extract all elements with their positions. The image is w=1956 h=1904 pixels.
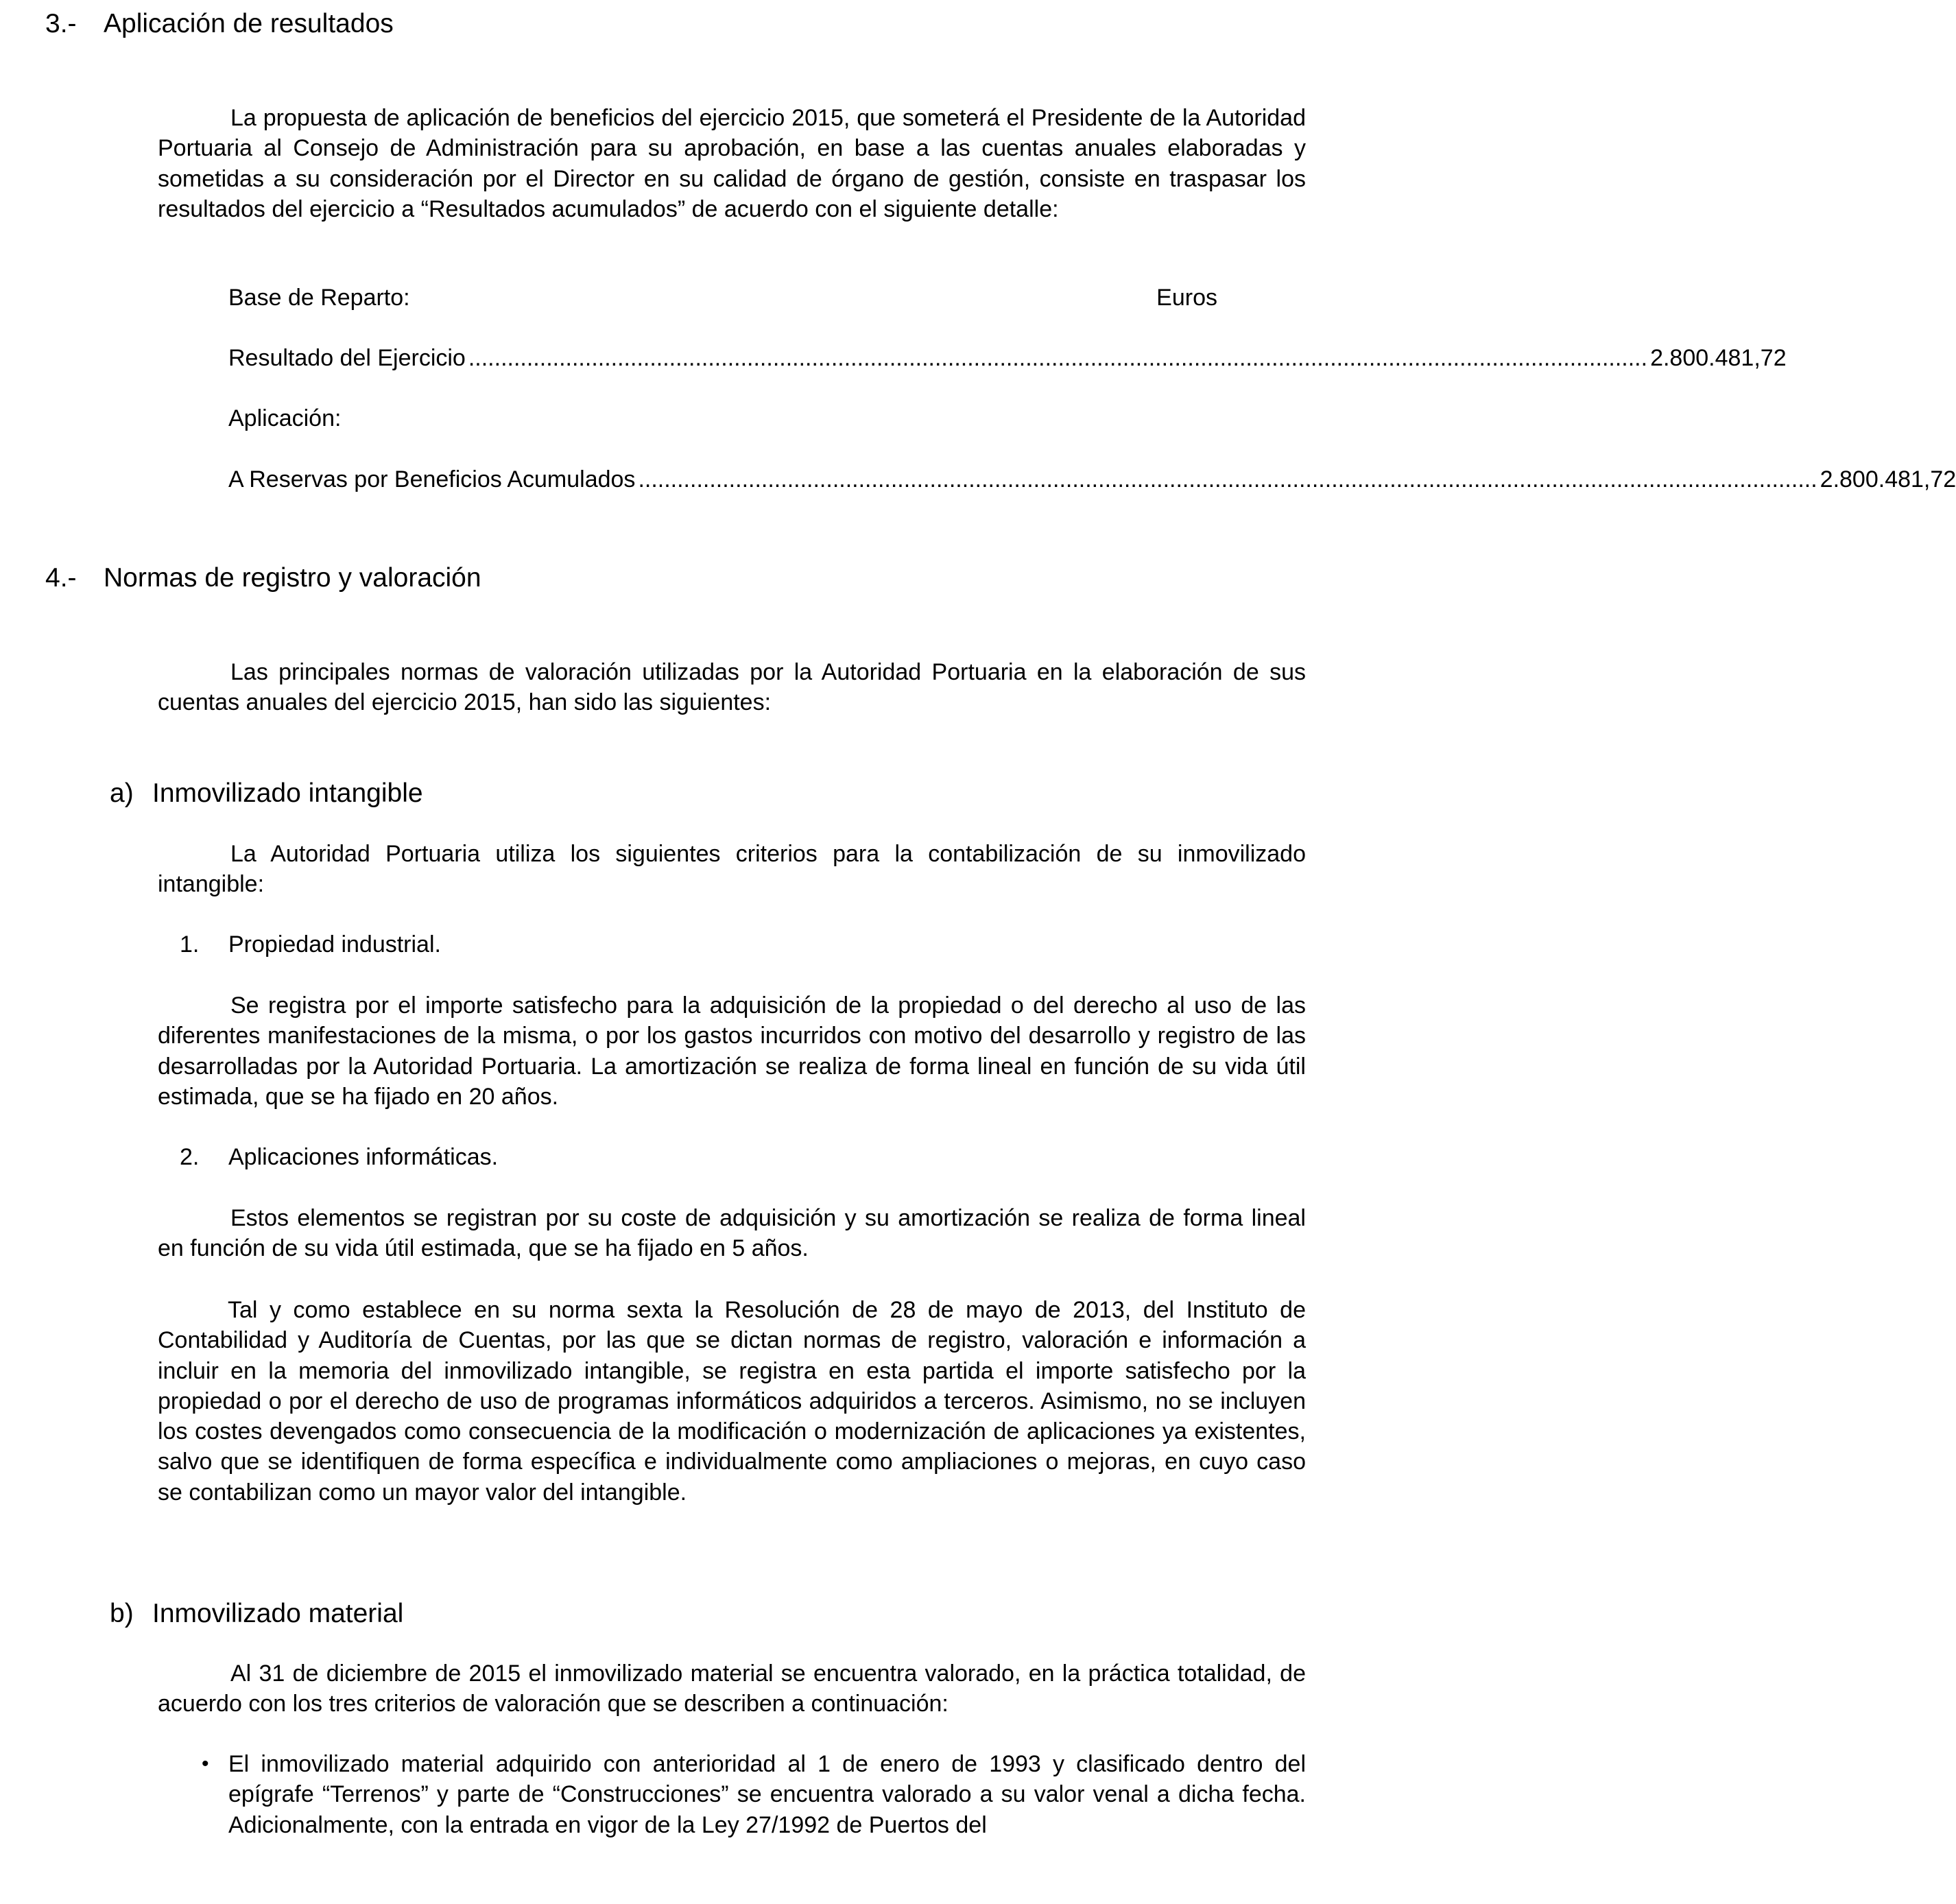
result-value: 2.800.481,72 [1650,345,1787,371]
subsection-b-letter: b) [110,1599,134,1628]
list-item-2-title: Aplicaciones informáticas. [228,1144,499,1170]
subsection-b-title: Inmovilizado material [152,1599,404,1628]
reserves-leader-dots: ...................................................................................................................................................................................... [638,466,1817,492]
subsection-a-letter: a) [110,778,134,808]
section-4-heading [45,562,481,594]
subsection-a-heading [110,778,423,809]
list-item-1-title: Propiedad industrial. [228,931,441,957]
result-row [228,343,1787,373]
section-4-title: Normas de registro y valoración [104,563,481,593]
section-3-title: Aplicación de resultados [104,9,394,38]
section-3-intro: La propuesta de aplicación de beneficios del ejercicio 2015, que someterá el Presidente de la Autoridad Portuaria al Consejo de Administración para su aprobación, en base a las cuentas anuales elaboradas y sometidas a su consideración por el Director en su calidad de órgano de gestión, consiste en traspasar los resultados del ejercicio a “Resultados acumulados” de acuerdo con el siguiente detalle: [158,105,1306,222]
application-row [228,403,1217,433]
subsection-b-heading [110,1598,403,1630]
bullet-icon: • [202,1752,209,1775]
material-bullet-1: El inmovilizado material adquirido con anterioridad al 1 de enero de 1993 y clasificado dentro del epígrafe “Terrenos” y parte de “Construcciones” se encuentra valorado a su valor venal a dicha fecha. Adicionalmente, con la entrada en vigor de la Ley 27/1992 de Puertos del [228,1751,1306,1838]
subsection-a-intro: La Autoridad Portuaria utiliza los siguientes criterios para la contabilización de su inmovilizado intangible: [158,841,1306,898]
list-item-aplicaciones-informaticas [180,1142,498,1172]
section-3-heading [45,8,394,40]
application-label: Aplicación: [228,405,342,431]
aplicaciones-informaticas-text: Estos elementos se registran por su coste de adquisición y su amortización se realiza de forma lineal en función de su vida útil estimada, que se ha fijado en 5 años. [158,1205,1306,1262]
section-3-number: 3.- [45,9,77,38]
reserves-label: A Reservas por Beneficios Acumulados [228,466,636,492]
intangible-closing-paragraph: Tal y como establece en su norma sexta la Resolución de 28 de mayo de 2013, del Instituto de Contabilidad y Auditoría de Cuentas, por las que se dictan normas de registro, valoración e información a incluir en la memoria del inmovilizado intangible, se registra en esta partida el importe satisfecho por la propiedad o por el derecho de uso de programas informáticos adquiridos a terceros. Asimismo, no se incluyen los costes devengados como consecuencia de la modificación o modernización de aplicaciones ya existentes, salvo que se identifiquen de forma específica e individualmente como ampliaciones o mejoras, en cuyo caso se contabilizan como un mayor valor del intangible. [158,1297,1306,1506]
result-label: Resultado del Ejercicio [228,345,466,371]
list-item-propiedad-industrial [180,929,441,960]
section-4-intro: Las principales normas de valoración utilizadas por la Autoridad Portuaria en la elaboración de sus cuentas anuales del ejercicio 2015, han sido las siguientes: [158,659,1306,716]
subsection-b-intro: Al 31 de diciembre de 2015 el inmovilizado material se encuentra valorado, en la práctica totalidad, de acuerdo con los tres criterios de valoración que se describen a continuación: [158,1661,1306,1717]
subsection-a-title: Inmovilizado intangible [152,778,423,808]
currency-label: Euros [1156,285,1217,311]
list-item-2-number: 2. [180,1144,200,1170]
list-item-1-number: 1. [180,931,200,957]
section-4-number: 4.- [45,563,77,593]
base-reparto-row [228,283,1217,313]
base-reparto-label: Base de Reparto: [228,285,410,311]
reserves-value: 2.800.481,72 [1820,466,1956,492]
result-leader-dots: ...................................................................................................................................................................................... [468,345,1648,371]
reserves-row [228,464,1956,495]
propiedad-industrial-text: Se registra por el importe satisfecho para la adquisición de la propiedad o del derecho al uso de las diferentes manifestaciones de la misma, o por los gastos incurridos con motivo del desarrollo y registro de las desarrolladas por la Autoridad Portuaria. La amortización se realiza de forma lineal en función de su vida útil estimada, que se ha fijado en 20 años. [158,992,1306,1110]
